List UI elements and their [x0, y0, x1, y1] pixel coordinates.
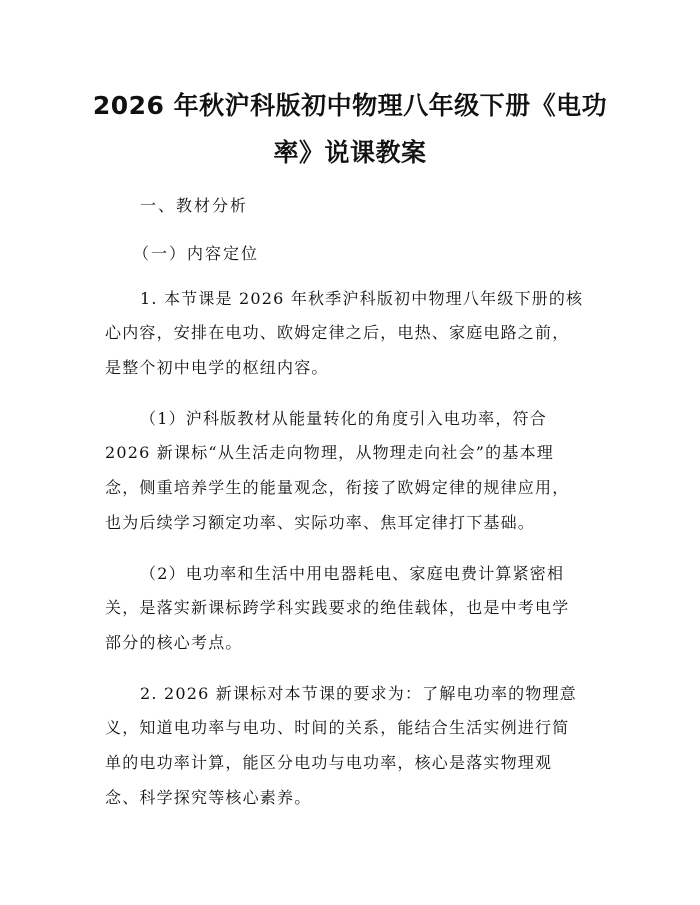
- paragraph-4-line-4: 念、科学探究等核心素养。: [105, 788, 312, 807]
- subsection-heading-content-positioning: （一）内容定位: [133, 244, 260, 263]
- paragraph-3-line-2: 关，是落实新课标跨学科实践要求的绝佳载体，也是中考电学: [105, 598, 570, 617]
- paragraph-4-line-3: 单的电功率计算，能区分电功与电功率，核心是落实物理观: [105, 753, 553, 772]
- paragraph-2-line-4: 也为后续学习额定功率、实际功率、焦耳定律打下基础。: [105, 513, 536, 532]
- paragraph-2-line-3: 念，侧重培养学生的能量观念，衔接了欧姆定律的规律应用，: [105, 478, 570, 497]
- section-heading-textbook-analysis: 一、教材分析: [140, 196, 249, 215]
- paragraph-1-line-1: 1. 本节课是 2026 年秋季沪科版初中物理八年级下册的核: [140, 289, 584, 308]
- paragraph-2-line-1: （1）沪科版教材从能量转化的角度引入电功率，符合: [140, 409, 547, 428]
- document-title-line-2: 率》说课教案: [273, 138, 427, 167]
- paragraph-4-line-2: 义，知道电功率与电功、时间的关系，能结合生活实例进行简: [105, 718, 570, 737]
- paragraph-3-line-1: （2）电功率和生活中用电器耗电、家庭电费计算紧密相: [140, 564, 565, 583]
- paragraph-4-line-1: 2. 2026 新课标对本节课的要求为：了解电功率的物理意: [140, 684, 577, 703]
- paragraph-1-line-2: 心内容，安排在电功、欧姆定律之后，电热、家庭电路之前，: [105, 323, 570, 342]
- paragraph-2-line-2: 2026 新课标“从生活走向物理，从物理走向社会”的基本理: [105, 443, 554, 462]
- paragraph-1-line-3: 是整个初中电学的枢纽内容。: [105, 358, 329, 377]
- document-title-line-1: 2026 年秋沪科版初中物理八年级下册《电功: [92, 91, 608, 120]
- paragraph-3-line-3: 部分的核心考点。: [105, 633, 243, 652]
